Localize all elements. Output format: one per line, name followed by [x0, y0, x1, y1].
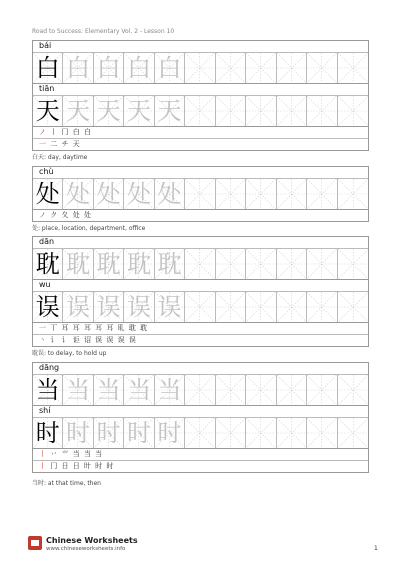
stroke-step: ノ — [39, 211, 47, 219]
stroke-step: 时 — [95, 462, 104, 470]
grid-guide-lines — [185, 249, 214, 279]
stroke-step: 耳 — [95, 324, 104, 332]
pinyin-row — [33, 237, 368, 249]
trace-character: 时 — [157, 419, 182, 447]
pinyin-label: chù — [39, 167, 54, 176]
blank-cell[interactable] — [185, 53, 215, 83]
stroke-step: 讠 — [50, 336, 59, 344]
stroke-order-row — [33, 127, 368, 139]
blank-cell[interactable] — [185, 249, 215, 279]
stroke-step: 当 — [95, 450, 104, 458]
pinyin-label: tiān — [39, 84, 55, 93]
blank-cell[interactable] — [277, 249, 307, 279]
stroke-step: チ — [61, 140, 70, 148]
blank-cell[interactable] — [216, 292, 246, 322]
stroke-step: 冂 — [61, 128, 70, 136]
trace-cell — [63, 375, 93, 405]
blank-cell[interactable] — [185, 292, 215, 322]
model-cell — [33, 96, 63, 126]
stroke-step: 耴 — [117, 324, 126, 332]
stroke-step: 耳 — [72, 324, 81, 332]
stroke-step: 耳 — [106, 324, 115, 332]
grid-guide-lines — [216, 418, 245, 448]
stroke-step: 耽 — [128, 324, 137, 332]
blank-cell[interactable] — [185, 418, 215, 448]
trace-character: 当 — [66, 376, 91, 404]
pinyin-row — [33, 167, 368, 179]
trace-cell — [124, 96, 154, 126]
model-character: 时 — [35, 419, 60, 447]
grid-guide-lines — [246, 179, 275, 209]
stroke-step: 当 — [72, 450, 81, 458]
trace-character: 误 — [157, 293, 182, 321]
model-character: 天 — [35, 97, 60, 125]
stroke-step: 耽 — [140, 324, 149, 332]
blank-cell[interactable] — [216, 96, 246, 126]
trace-character: 时 — [127, 419, 152, 447]
trace-character: 天 — [127, 97, 152, 125]
blank-cell[interactable] — [277, 292, 307, 322]
blank-cell[interactable] — [246, 292, 276, 322]
trace-character: 天 — [66, 97, 91, 125]
blank-cell[interactable] — [185, 96, 215, 126]
trace-character: 天 — [96, 97, 121, 125]
blank-cell[interactable] — [307, 53, 337, 83]
trace-cell — [155, 249, 185, 279]
blank-cell[interactable] — [246, 53, 276, 83]
trace-character: 白 — [66, 54, 91, 82]
stroke-step: 丨 — [50, 128, 59, 136]
grid-guide-lines — [307, 179, 336, 209]
model-character: 处 — [35, 180, 60, 208]
stroke-step: 处 — [72, 211, 81, 219]
logo-icon — [28, 536, 42, 550]
trace-cell — [94, 96, 124, 126]
stroke-step: 讠 — [61, 336, 70, 344]
stroke-step: 耳 — [83, 324, 92, 332]
trace-character: 误 — [127, 293, 152, 321]
blank-cell[interactable] — [338, 418, 368, 448]
grid-guide-lines — [307, 292, 336, 322]
worksheet-block — [32, 40, 369, 151]
trace-character: 误 — [66, 293, 91, 321]
grid-guide-lines — [338, 249, 368, 279]
blank-cell[interactable] — [338, 96, 368, 126]
page-number: 1 — [374, 545, 378, 552]
trace-character: 白 — [127, 54, 152, 82]
stroke-step: 日 — [72, 462, 81, 470]
practice-grid — [33, 418, 368, 449]
blank-cell[interactable] — [277, 418, 307, 448]
trace-character: 白 — [157, 54, 182, 82]
blank-cell[interactable] — [338, 179, 368, 209]
grid-guide-lines — [277, 292, 306, 322]
model-cell — [33, 249, 63, 279]
model-character: 当 — [35, 376, 60, 404]
grid-guide-lines — [277, 53, 306, 83]
blank-cell[interactable] — [307, 96, 337, 126]
trace-character: 耽 — [127, 250, 152, 278]
blank-cell[interactable] — [338, 53, 368, 83]
trace-cell — [94, 53, 124, 83]
grid-guide-lines — [246, 96, 275, 126]
stroke-order-row — [33, 461, 368, 472]
trace-cell — [63, 179, 93, 209]
grid-guide-lines — [307, 418, 336, 448]
grid-guide-lines — [277, 375, 306, 405]
worksheet-block — [32, 166, 369, 222]
trace-cell — [94, 179, 124, 209]
practice-grid — [33, 375, 368, 406]
model-character: 白 — [35, 54, 60, 82]
grid-guide-lines — [185, 53, 214, 83]
grid-guide-lines — [277, 249, 306, 279]
pinyin-label: wu — [39, 280, 51, 289]
trace-character: 当 — [157, 376, 182, 404]
trace-cell — [155, 418, 185, 448]
trace-character: 处 — [66, 180, 91, 208]
trace-cell — [124, 292, 154, 322]
stroke-step: 丅 — [50, 324, 59, 332]
trace-cell — [155, 179, 185, 209]
trace-cell — [63, 418, 93, 448]
trace-cell — [63, 53, 93, 83]
footer-title: Chinese Worksheets — [46, 536, 138, 545]
model-cell — [33, 53, 63, 83]
model-cell — [33, 418, 63, 448]
stroke-step: 误 — [95, 336, 104, 344]
pinyin-row — [33, 406, 368, 418]
stroke-step: 误 — [128, 336, 137, 344]
model-cell — [33, 179, 63, 209]
blank-cell[interactable] — [246, 418, 276, 448]
grid-guide-lines — [338, 53, 368, 83]
blank-cell[interactable] — [185, 179, 215, 209]
blank-cell[interactable] — [277, 179, 307, 209]
grid-guide-lines — [307, 96, 336, 126]
word-meaning: 处: place, location, department, office — [32, 225, 146, 232]
blank-cell[interactable] — [216, 179, 246, 209]
grid-guide-lines — [185, 418, 214, 448]
stroke-step: 天 — [72, 140, 81, 148]
trace-cell — [63, 96, 93, 126]
grid-guide-lines — [277, 179, 306, 209]
blank-cell[interactable] — [307, 375, 337, 405]
trace-character: 时 — [66, 419, 91, 447]
blank-cell[interactable] — [307, 249, 337, 279]
grid-guide-lines — [307, 53, 336, 83]
grid-guide-lines — [185, 96, 214, 126]
blank-cell[interactable] — [216, 53, 246, 83]
grid-guide-lines — [216, 179, 245, 209]
practice-grid — [33, 179, 368, 210]
trace-cell — [124, 375, 154, 405]
trace-cell — [94, 249, 124, 279]
grid-guide-lines — [216, 292, 245, 322]
grid-guide-lines — [246, 418, 275, 448]
trace-character: 天 — [157, 97, 182, 125]
blank-cell[interactable] — [185, 375, 215, 405]
pinyin-label: dāng — [39, 363, 60, 372]
blank-cell[interactable] — [216, 418, 246, 448]
grid-guide-lines — [338, 292, 368, 322]
blank-cell[interactable] — [246, 179, 276, 209]
trace-character: 时 — [96, 419, 121, 447]
blank-cell[interactable] — [338, 249, 368, 279]
grid-guide-lines — [216, 375, 245, 405]
stroke-step: 诏 — [83, 336, 92, 344]
blank-cell[interactable] — [338, 292, 368, 322]
stroke-step: ノ — [39, 128, 47, 136]
stroke-step: ⺌ — [61, 450, 70, 458]
blank-cell[interactable] — [307, 292, 337, 322]
blank-cell[interactable] — [277, 375, 307, 405]
trace-character: 耽 — [66, 250, 91, 278]
stroke-order-row — [33, 139, 368, 150]
word-meaning: 耽误: to delay, to hold up — [32, 350, 107, 357]
trace-cell — [155, 292, 185, 322]
grid-guide-lines — [185, 375, 214, 405]
blank-cell[interactable] — [246, 96, 276, 126]
grid-guide-lines — [185, 179, 214, 209]
worksheet-block — [32, 236, 369, 347]
blank-cell[interactable] — [307, 418, 337, 448]
stroke-step: 耳 — [61, 324, 70, 332]
blank-cell[interactable] — [277, 96, 307, 126]
trace-cell — [94, 375, 124, 405]
stroke-step: 处 — [83, 211, 92, 219]
grid-guide-lines — [246, 249, 275, 279]
pinyin-label: bái — [39, 41, 52, 50]
page-header: Road to Success: Elementary Vol. 2 - Lesson 10 — [32, 28, 175, 35]
trace-character: 白 — [96, 54, 121, 82]
grid-guide-lines — [246, 292, 275, 322]
blank-cell[interactable] — [338, 375, 368, 405]
pinyin-row — [33, 41, 368, 53]
trace-cell — [124, 179, 154, 209]
grid-guide-lines — [216, 53, 245, 83]
grid-guide-lines — [338, 96, 368, 126]
stroke-step: 当 — [83, 450, 92, 458]
word-meaning: 当时: at that time, then — [32, 480, 101, 487]
trace-cell — [155, 96, 185, 126]
pinyin-row — [33, 280, 368, 292]
stroke-step: 日 — [61, 462, 70, 470]
stroke-step: 白 — [72, 128, 81, 136]
blank-cell[interactable] — [246, 249, 276, 279]
trace-character: 处 — [127, 180, 152, 208]
grid-guide-lines — [277, 96, 306, 126]
grid-guide-lines — [216, 249, 245, 279]
pinyin-label: shí — [39, 406, 51, 415]
footer-url: www.chineseworksheets.info — [46, 546, 126, 552]
stroke-step: 二 — [50, 140, 59, 148]
word-meaning: 白天: day, daytime — [32, 154, 88, 161]
trace-character: 误 — [96, 293, 121, 321]
grid-guide-lines — [277, 418, 306, 448]
pinyin-label: dān — [39, 237, 55, 246]
model-cell — [33, 292, 63, 322]
trace-character: 当 — [96, 376, 121, 404]
stroke-order-row — [33, 210, 368, 221]
blank-cell[interactable] — [246, 375, 276, 405]
stroke-order-row — [33, 323, 368, 335]
trace-cell — [124, 418, 154, 448]
practice-grid — [33, 53, 368, 84]
trace-character: 耽 — [157, 250, 182, 278]
pinyin-row — [33, 84, 368, 96]
stroke-step: 丷 — [50, 450, 59, 458]
grid-guide-lines — [185, 292, 214, 322]
trace-cell — [94, 292, 124, 322]
grid-guide-lines — [246, 53, 275, 83]
stroke-step: 丨 — [39, 450, 47, 458]
stroke-step: 冂 — [50, 462, 59, 470]
practice-grid — [33, 292, 368, 323]
trace-cell — [124, 53, 154, 83]
stroke-step: ク — [50, 211, 59, 219]
stroke-step: 误 — [106, 336, 115, 344]
blank-cell[interactable] — [277, 53, 307, 83]
worksheet-block — [32, 362, 369, 473]
stroke-step: 旪 — [83, 462, 92, 470]
model-character: 误 — [35, 293, 60, 321]
blank-cell[interactable] — [307, 179, 337, 209]
stroke-step: 白 — [83, 128, 92, 136]
stroke-step: 误 — [117, 336, 126, 344]
stroke-step: 丨 — [39, 462, 47, 470]
grid-guide-lines — [216, 96, 245, 126]
trace-cell — [124, 249, 154, 279]
blank-cell[interactable] — [216, 249, 246, 279]
grid-guide-lines — [246, 375, 275, 405]
trace-character: 耽 — [96, 250, 121, 278]
stroke-step: 夂 — [61, 211, 70, 219]
stroke-step: 丶 — [39, 336, 47, 344]
trace-cell — [63, 292, 93, 322]
stroke-order-row — [33, 335, 368, 346]
trace-character: 处 — [157, 180, 182, 208]
model-character: 耽 — [35, 250, 60, 278]
stroke-step: 一 — [39, 324, 47, 332]
trace-character: 当 — [127, 376, 152, 404]
stroke-step: 时 — [106, 462, 115, 470]
model-cell — [33, 375, 63, 405]
stroke-order-row — [33, 449, 368, 461]
stroke-step: 讵 — [72, 336, 81, 344]
grid-guide-lines — [338, 375, 368, 405]
grid-guide-lines — [338, 418, 368, 448]
grid-guide-lines — [307, 375, 336, 405]
grid-guide-lines — [307, 249, 336, 279]
trace-cell — [155, 53, 185, 83]
stroke-step: 一 — [39, 140, 47, 148]
trace-cell — [155, 375, 185, 405]
trace-cell — [63, 249, 93, 279]
trace-character: 处 — [96, 180, 121, 208]
practice-grid — [33, 96, 368, 127]
blank-cell[interactable] — [216, 375, 246, 405]
trace-cell — [94, 418, 124, 448]
practice-grid — [33, 249, 368, 280]
pinyin-row — [33, 363, 368, 375]
grid-guide-lines — [338, 179, 368, 209]
